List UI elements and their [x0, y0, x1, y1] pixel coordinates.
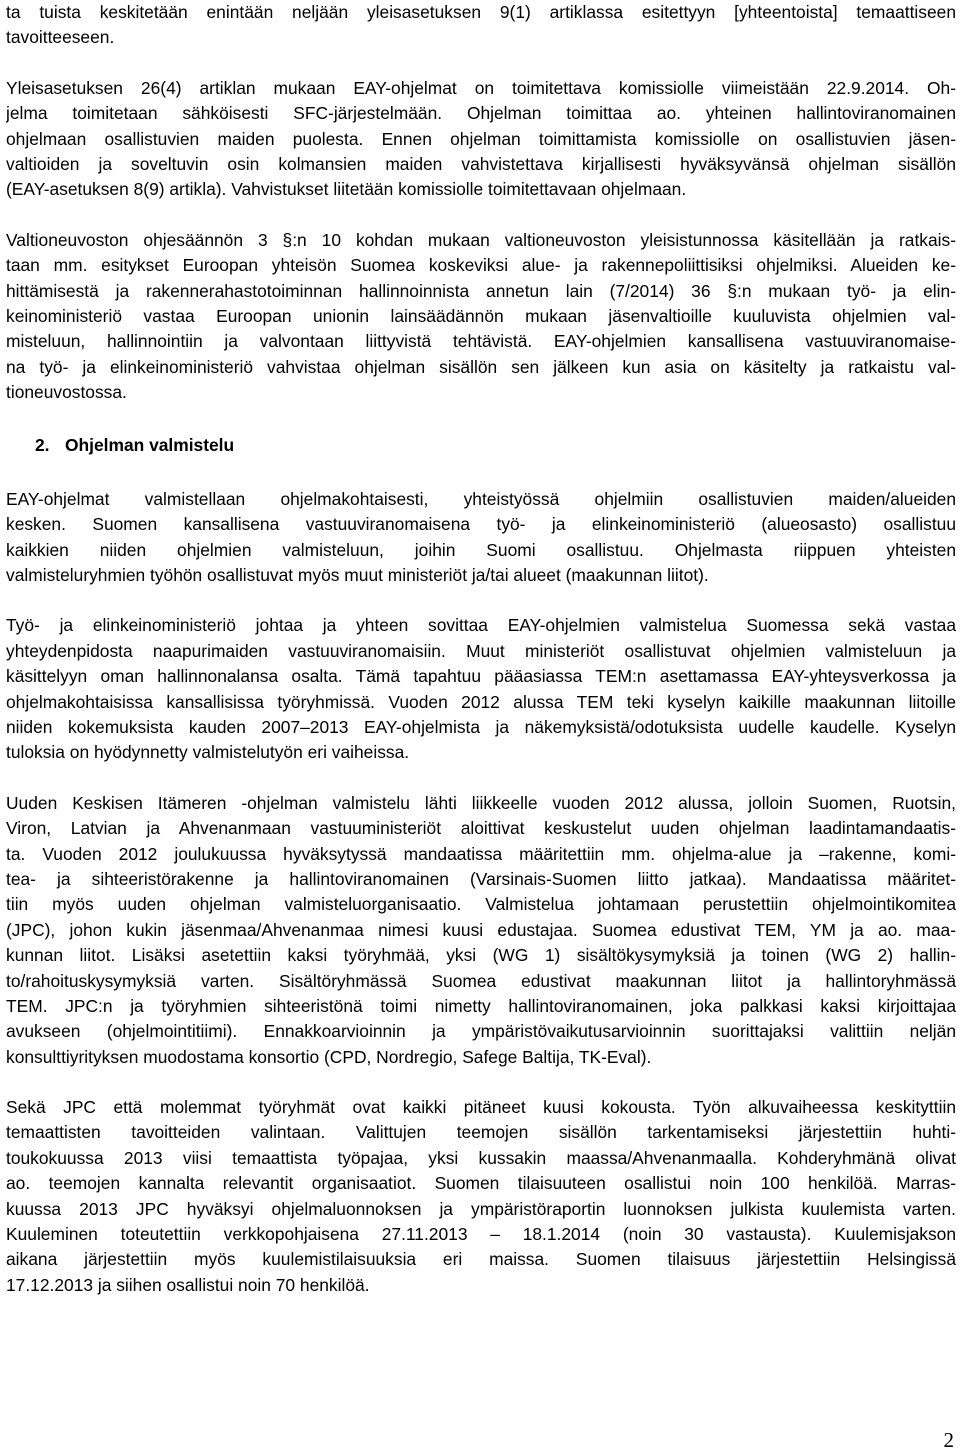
text-line: keinoministeriö vastaa Euroopan unionin lainsäädännön mukaan jäsenvaltioille kuuluvista ohjelmien val-	[6, 305, 956, 326]
paragraph-7	[6, 1095, 956, 1298]
text-line: Uuden Keskisen Itämeren -ohjelman valmistelu lähti liikkeelle vuoden 2012 alussa, jolloin Suomen, Ruotsin,	[6, 792, 956, 813]
text-line: (EAY-asetuksen 8(9) artikla). Vahvistukset liitetään komissiolle toimitettavaan ohjelmaan.	[6, 179, 687, 200]
paragraph-4	[6, 487, 956, 589]
text-line: tuloksia on hyödynnetty valmistelutyön eri vaiheissa.	[6, 742, 410, 763]
text-line: kuussa 2013 JPC hyväksyi ohjelmaluonnoksen ja ympäristöraportin luonnoksen julkista kuulemista varten.	[6, 1198, 956, 1219]
text-line: tavoitteeseen.	[6, 27, 115, 48]
paragraph-1	[6, 0, 956, 51]
text-line: tea- ja sihteeristörakenne ja hallintoviranomainen (Varsinais-Suomen liitto jatkaa). Mandaatissa määritet-	[6, 868, 956, 889]
section-title: Ohjelman valmistelu	[65, 435, 235, 456]
text-line: yhteydenpidosta naapurimaiden vastuuviranomaisiin. Muut ministeriöt osallistuvat ohjelmien valmisteluun ja	[6, 640, 956, 661]
paragraph-2	[6, 76, 956, 203]
paragraph-gap	[6, 51, 956, 76]
text-line: niiden kokemuksista kauden 2007–2013 EAY-ohjelmista ja näkemyksistä/odotuksista uudelle kaudelle. Kyselyn	[6, 716, 956, 737]
text-line: ohjelmakohtaisissa kansallisissa työryhmissä. Vuoden 2012 alussa TEM teki kyselyn kaikille maakunnan liitoille	[6, 691, 956, 712]
section-heading	[6, 433, 956, 458]
document-page	[6, 0, 956, 1298]
text-line: misteluun, hallinnointiin ja valvontaan liittyvistä tehtävistä. EAY-ohjelmien kansallisena vastuuviranomaise-	[6, 331, 956, 352]
text-line: tiin myös uuden ohjelman valmisteluorganisaatio. Valmistelua johtamaan perustettiin ohjelmointikomitea	[6, 894, 956, 915]
text-line: jelma toimitetaan sähköisesti SFC-järjestelmään. Ohjelman toimittaa ao. yhteinen hallintoviranomainen	[6, 103, 956, 124]
text-line: ao. teemojen kannalta relevantit organisaatiot. Suomen tilaisuuteen osallistui noin 100 henkilöä. Marras-	[6, 1173, 956, 1194]
page-number: 2	[943, 1428, 954, 1452]
text-line: taan mm. esitykset Euroopan yhteisön Suomea koskeviksi alue- ja rakennepoliittisiksi ohjelmiksi. Alueiden ke-	[6, 255, 956, 276]
text-line: hittämisestä ja rakennerahastotoiminnan hallinnoinnista annetun lain (7/2014) 36 §:n mukaan työ- ja elin-	[6, 280, 956, 301]
text-line: käsittelyyn oman hallinnonalansa osalta. Tämä tapahtuu pääasiassa TEM:n asettamassa EAY-yhteysverkossa ja	[6, 666, 956, 687]
paragraph-gap	[6, 1070, 956, 1095]
text-line: toukokuussa 2013 viisi temaattista työpajaa, yksi kussakin maassa/Ahvenanmaalla. Kohderyhmänä olivat	[6, 1147, 956, 1168]
paragraph-gap	[6, 405, 956, 433]
text-line: valtioiden ja soveltuvin osin kolmansien maiden vahvistettava kirjallisesti hyväksyvänsä ohjelman sisällön	[6, 153, 956, 174]
text-line: Kuuleminen toteutettiin verkkopohjaisena 27.11.2013 – 18.1.2014 (noin 30 vastausta). Kuulemisjakson	[6, 1224, 956, 1245]
text-line: ohjelmaan osallistuvien maiden puolesta. Ennen ohjelman toimittamista komissiolle on osallistuvien jäsen-	[6, 128, 956, 149]
text-line: kesken. Suomen kansallisena vastuuviranomaisena työ- ja elinkeinoministeriö (alueosasto) osallistuu	[6, 514, 956, 535]
text-line: avukseen (ohjelmointitiimi). Ennakkoarvioinnin ja ympäristövaikutusarvioinnin suorittajaksi valittiin neljän	[6, 1021, 956, 1042]
text-line: TEM. JPC:n ja työryhmien sihteeristönä toimi nimetty hallintoviranomainen, joka palkkasi kaksi kirjoittajaa	[6, 995, 956, 1016]
text-line: aikana järjestettiin myös kuulemistilaisuuksia eri maissa. Suomen tilaisuus järjestettiin Helsingissä	[6, 1249, 956, 1270]
paragraph-gap	[6, 459, 956, 487]
text-line: EAY-ohjelmat valmistellaan ohjelmakohtaisesti, yhteistyössä ohjelmiin osallistuvien maiden/alueiden	[6, 488, 956, 509]
paragraph-gap	[6, 766, 956, 791]
paragraph-5	[6, 613, 956, 765]
text-line: Sekä JPC että molemmat työryhmät ovat kaikki pitäneet kuusi kokousta. Työn alkuvaiheessa keskityttiin	[6, 1097, 956, 1118]
text-line: ta tuista keskitetään enintään neljään yleisasetuksen 9(1) artiklassa esitettyyn [yhteentoista] temaattiseen	[6, 2, 956, 22]
text-line: 17.12.2013 ja siihen osallistui noin 70 henkilöä.	[6, 1274, 370, 1295]
text-line: kunnan liitot. Lisäksi asetettiin kaksi työryhmää, yksi (WG 1) sisältökysymyksiä ja toinen (WG 2) hallin-	[6, 945, 956, 966]
text-line: Yleisasetuksen 26(4) artiklan mukaan EAY-ohjelmat on toimitettava komissiolle viimeistään 22.9.2014. Oh-	[6, 77, 956, 98]
text-line: na työ- ja elinkeinoministeriö vahvistaa ohjelman sisällön sen jälkeen kun asia on käsitelty ja ratkaistu val-	[6, 356, 956, 377]
section-number: 2.	[35, 435, 50, 456]
paragraph-3	[6, 228, 956, 406]
text-line: Valtioneuvoston ohjesäännön 3 §:n 10 kohdan mukaan valtioneuvoston yleisistunnossa käsitellään ja ratkais-	[6, 229, 956, 250]
paragraph-gap	[6, 203, 956, 228]
text-line: (JPC), johon kukin jäsenmaa/Ahvenanmaa nimesi kuusi edustajaa. Suomea edustivat TEM, YM ja ao. maa-	[6, 919, 956, 940]
paragraph-gap	[6, 588, 956, 613]
text-line: kaikkien niiden ohjelmien valmisteluun, joihin Suomi osallistuu. Ohjelmasta riippuen yhteisten	[6, 539, 956, 560]
text-line: temaattisten tavoitteiden valintaan. Valittujen teemojen sisällön tarkentamiseksi järjestettiin huhti-	[6, 1122, 956, 1143]
text-line: konsulttiyrityksen muodostama konsortio (CPD, Nordregio, Safege Baltija, TK-Eval).	[6, 1046, 652, 1067]
text-line: Työ- ja elinkeinoministeriö johtaa ja yhteen sovittaa EAY-ohjelmien valmistelua Suomessa sekä vastaa	[6, 615, 956, 636]
text-line: valmisteluryhmien työhön osallistuvat myös muut ministeriöt ja/tai alueet (maakunnan liitot).	[6, 565, 709, 586]
text-line: tioneuvostossa.	[6, 382, 127, 403]
paragraph-6	[6, 791, 956, 1070]
text-line: to/rahoituskysymyksiä varten. Sisältöryhmässä Suomea edustivat maakunnan liitot ja hallintoryhmässä	[6, 970, 956, 991]
text-line: ta. Vuoden 2012 joulukuussa hyväksytyssä mandaatissa määritettiin mm. ohjelma-alue ja –rakenne, komi-	[6, 843, 956, 864]
text-line: Viron, Latvian ja Ahvenanmaan vastuuministeriöt aloittivat keskustelut uuden ohjelman laadintamandaatis-	[6, 818, 956, 839]
